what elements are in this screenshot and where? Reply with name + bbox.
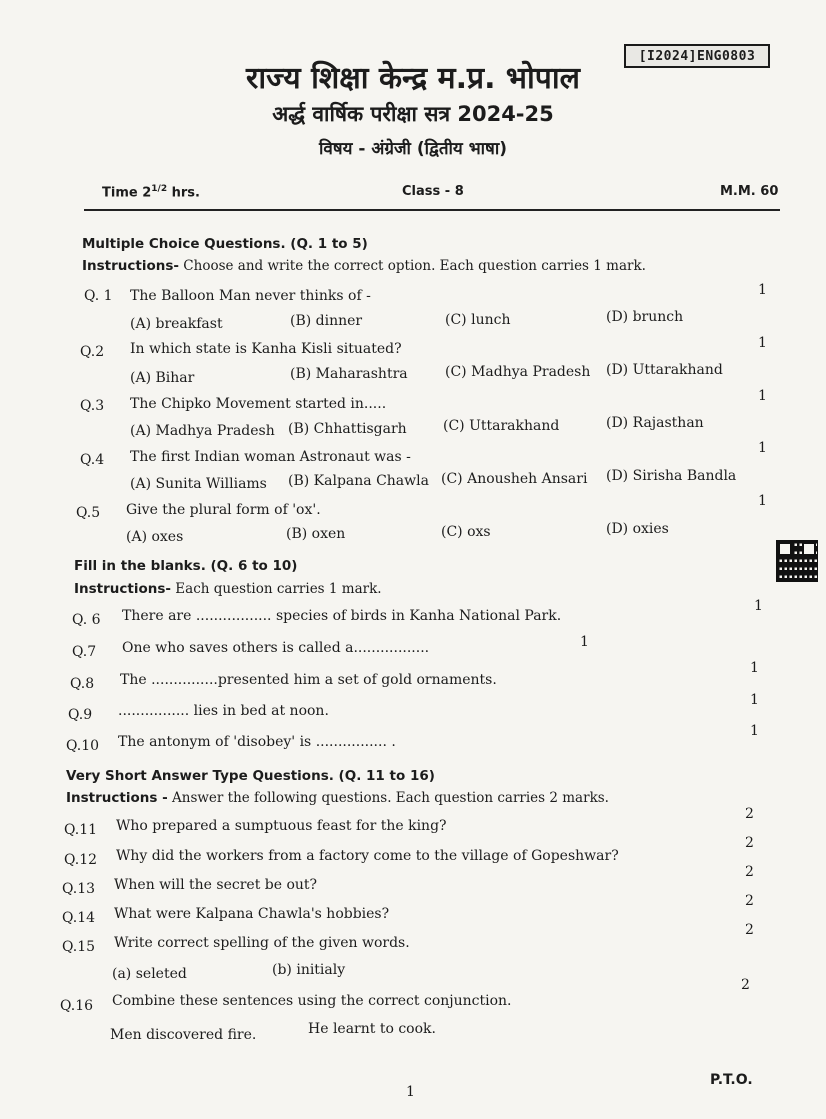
question-number: Q.7 (72, 644, 97, 660)
question-number: Q. 1 (84, 288, 113, 304)
question-marks: 1 (758, 493, 767, 509)
option: (A) Sunita Williams (130, 476, 267, 492)
question-marks: 1 (758, 282, 767, 298)
option: (C) Madhya Pradesh (445, 364, 591, 380)
question-number: Q.12 (64, 852, 98, 868)
question-text: Give the plural form of 'ox'. (126, 502, 321, 518)
time-info: Time $2^{1/2}$ hrs. (102, 184, 200, 201)
option: (D) Uttarakhand (606, 362, 723, 378)
question-marks: 1 (750, 660, 759, 676)
question-number: Q.8 (70, 676, 95, 692)
section-heading-short: Very Short Answer Type Questions. (Q. 11 to 16) (66, 768, 435, 784)
question-marks: 2 (745, 893, 754, 909)
option: (C) lunch (445, 312, 511, 328)
pto-label: P.T.O. (710, 1072, 753, 1088)
option: (A) oxes (126, 529, 184, 545)
question-text: ................ lies in bed at noon. (118, 703, 329, 719)
question-text: Who prepared a sumptuous feast for the king? (116, 818, 447, 834)
question-text: One who saves others is called a................. (122, 640, 430, 656)
question-marks: 1 (758, 335, 767, 351)
option: (D) brunch (606, 309, 684, 325)
question-number: Q.5 (76, 505, 101, 521)
max-marks: M.M. 60 (720, 184, 779, 199)
option: (D) Rajasthan (606, 415, 704, 431)
header-divider (84, 209, 780, 211)
question-number: Q.14 (62, 910, 96, 926)
question-text: Combine these sentences using the correct conjunction. (112, 993, 512, 1009)
question-text: Write correct spelling of the given words. (114, 935, 410, 951)
question-marks: 2 (745, 806, 754, 822)
option: (b) initialy (272, 962, 346, 978)
section-instruction-short: Instructions - Answer the following questions. Each question carries 2 marks. (66, 790, 609, 806)
section-instruction-fill: Instructions- Each question carries 1 mark. (74, 581, 382, 597)
question-marks: 2 (745, 864, 754, 880)
question-marks: 2 (745, 835, 754, 851)
option: (D) oxies (606, 521, 669, 537)
option: He learnt to cook. (308, 1021, 436, 1037)
exam-title: अर्द्ध वार्षिक परीक्षा सत्र 2024-25 (272, 102, 554, 126)
option: (B) Maharashtra (290, 366, 408, 382)
question-number: Q.4 (80, 452, 105, 468)
subject-title: विषय - अंग्रेजी (द्वितीय भाषा) (318, 139, 508, 159)
page-number: 1 (406, 1084, 415, 1100)
option: (A) Madhya Pradesh (130, 423, 275, 439)
time-fraction: 1/2 (151, 184, 168, 194)
question-number: Q.10 (66, 738, 100, 754)
section-heading-fill: Fill in the blanks. (Q. 6 to 10) (74, 558, 298, 574)
option: (B) dinner (290, 313, 363, 329)
question-marks: 1 (580, 634, 589, 650)
option: Men discovered fire. (110, 1027, 257, 1043)
option: (B) oxen (286, 526, 346, 542)
question-marks: 1 (754, 598, 763, 614)
question-text: Why did the workers from a factory come to the village of Gopeshwar? (116, 848, 619, 864)
question-text: In which state is Kanha Kisli situated? (130, 341, 402, 357)
org-title: राज्य शिक्षा केन्द्र म.प्र. भोपाल (246, 61, 580, 96)
question-text: There are ................. species of birds in Kanha National Park. (122, 608, 562, 624)
question-marks: 2 (745, 922, 754, 938)
question-text: When will the secret be out? (114, 877, 318, 893)
option: (B) Kalpana Chawla (288, 473, 429, 489)
option: (D) Sirisha Bandla (606, 468, 737, 484)
class-info: Class - 8 (402, 184, 464, 199)
question-number: Q.16 (60, 998, 94, 1014)
paper-code: [I2024]ENG0803 (624, 44, 770, 68)
question-number: Q.13 (62, 881, 96, 897)
question-number: Q.9 (68, 707, 93, 723)
question-text: The ...............presented him a set of gold ornaments. (120, 672, 497, 688)
option: (A) Bihar (130, 370, 195, 386)
question-marks: 1 (758, 440, 767, 456)
question-number: Q.11 (64, 822, 98, 838)
question-number: Q.15 (62, 939, 96, 955)
option: (C) Anousheh Ansari (441, 471, 588, 487)
question-number: Q. 6 (72, 612, 101, 628)
option: (C) oxs (441, 524, 491, 540)
option: (C) Uttarakhand (443, 418, 560, 434)
question-marks: 1 (758, 388, 767, 404)
qr-code-icon (776, 540, 818, 582)
question-marks: 2 (741, 977, 750, 993)
question-number: Q.2 (80, 344, 105, 360)
question-text: The antonym of 'disobey' is ................ . (118, 734, 396, 750)
question-text: What were Kalpana Chawla's hobbies? (114, 906, 390, 922)
section-heading-mcq: Multiple Choice Questions. (Q. 1 to 5) (82, 236, 368, 252)
option: (a) seleted (112, 966, 187, 982)
question-text: The Chipko Movement started in..... (130, 396, 387, 412)
question-text: The first Indian woman Astronaut was - (130, 449, 411, 465)
option: (B) Chhattisgarh (288, 421, 407, 437)
question-text: The Balloon Man never thinks of - (130, 288, 371, 304)
question-marks: 1 (750, 692, 759, 708)
section-instruction-mcq: Instructions- Choose and write the correct option. Each question carries 1 mark. (82, 258, 646, 274)
question-marks: 1 (750, 723, 759, 739)
option: (A) breakfast (130, 316, 223, 332)
question-number: Q.3 (80, 398, 105, 414)
